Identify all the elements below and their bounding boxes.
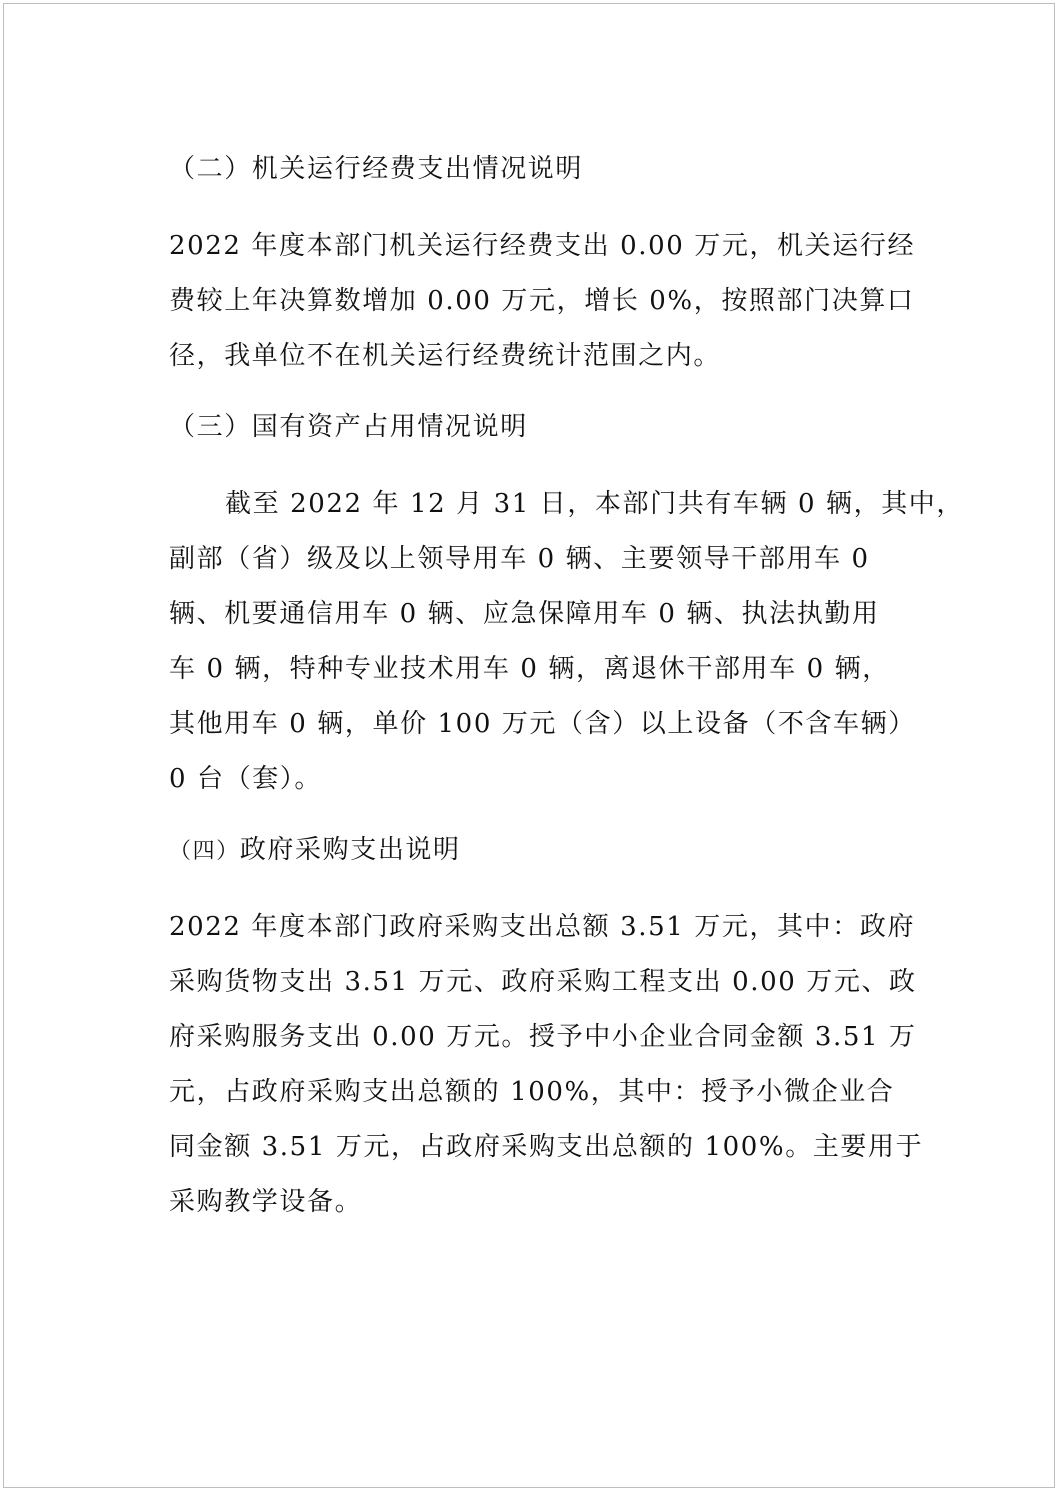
section-heading-4 xyxy=(169,823,929,878)
paragraph-line: 径，我单位不在机关运行经费统计范围之内。 xyxy=(169,341,722,371)
paragraph-line: 费较上年决算数增加 0.00 万元，增长 0%，按照部门决算口 xyxy=(169,286,915,316)
document-body xyxy=(169,142,964,1230)
paragraph-line: 府采购服务支出 0.00 万元。授予中小企业合同金额 3.51 万 xyxy=(169,1022,917,1052)
document-page xyxy=(3,3,1055,1488)
paragraph-line: 辆、机要通信用车 0 辆、应急保障用车 0 辆、执法执勤用 xyxy=(169,599,880,629)
paragraph-line: 采购教学设备。 xyxy=(169,1187,363,1217)
section-heading-3: （三）国有资产占用情况说明 xyxy=(169,412,528,442)
section-heading-4-prefix: （四） xyxy=(169,839,240,864)
section-heading-2: （二）机关运行经费支出情况说明 xyxy=(169,154,584,184)
paragraph-line: 截至 2022 年 12 月 31 日，本部门共有车辆 0 辆，其中， xyxy=(225,489,964,519)
paragraph-line: 车 0 辆，特种专业技术用车 0 辆，离退休干部用车 0 辆， xyxy=(169,654,890,684)
paragraph-line: 其他用车 0 辆，单价 100 万元（含）以上设备（不含车辆） xyxy=(169,709,916,739)
paragraph-line: 副部（省）级及以上领导用车 0 辆、主要领导干部用车 0 xyxy=(169,544,870,574)
paragraph-line: 同金额 3.51 万元，占政府采购支出总额的 100%。主要用于 xyxy=(169,1132,924,1162)
paragraph-line: 2022 年度本部门政府采购支出总额 3.51 万元，其中：政府 xyxy=(169,912,916,942)
paragraph-line: 元，占政府采购支出总额的 100%，其中：授予小微企业合 xyxy=(169,1077,895,1107)
section-heading-4-title: 政府采购支出说明 xyxy=(239,835,461,865)
paragraph-line: 0 台（套）。 xyxy=(169,764,323,794)
paragraph-line: 采购货物支出 3.51 万元、政府采购工程支出 0.00 万元、政 xyxy=(169,967,917,997)
paragraph-line: 2022 年度本部门机关运行经费支出 0.00 万元，机关运行经 xyxy=(169,231,916,261)
